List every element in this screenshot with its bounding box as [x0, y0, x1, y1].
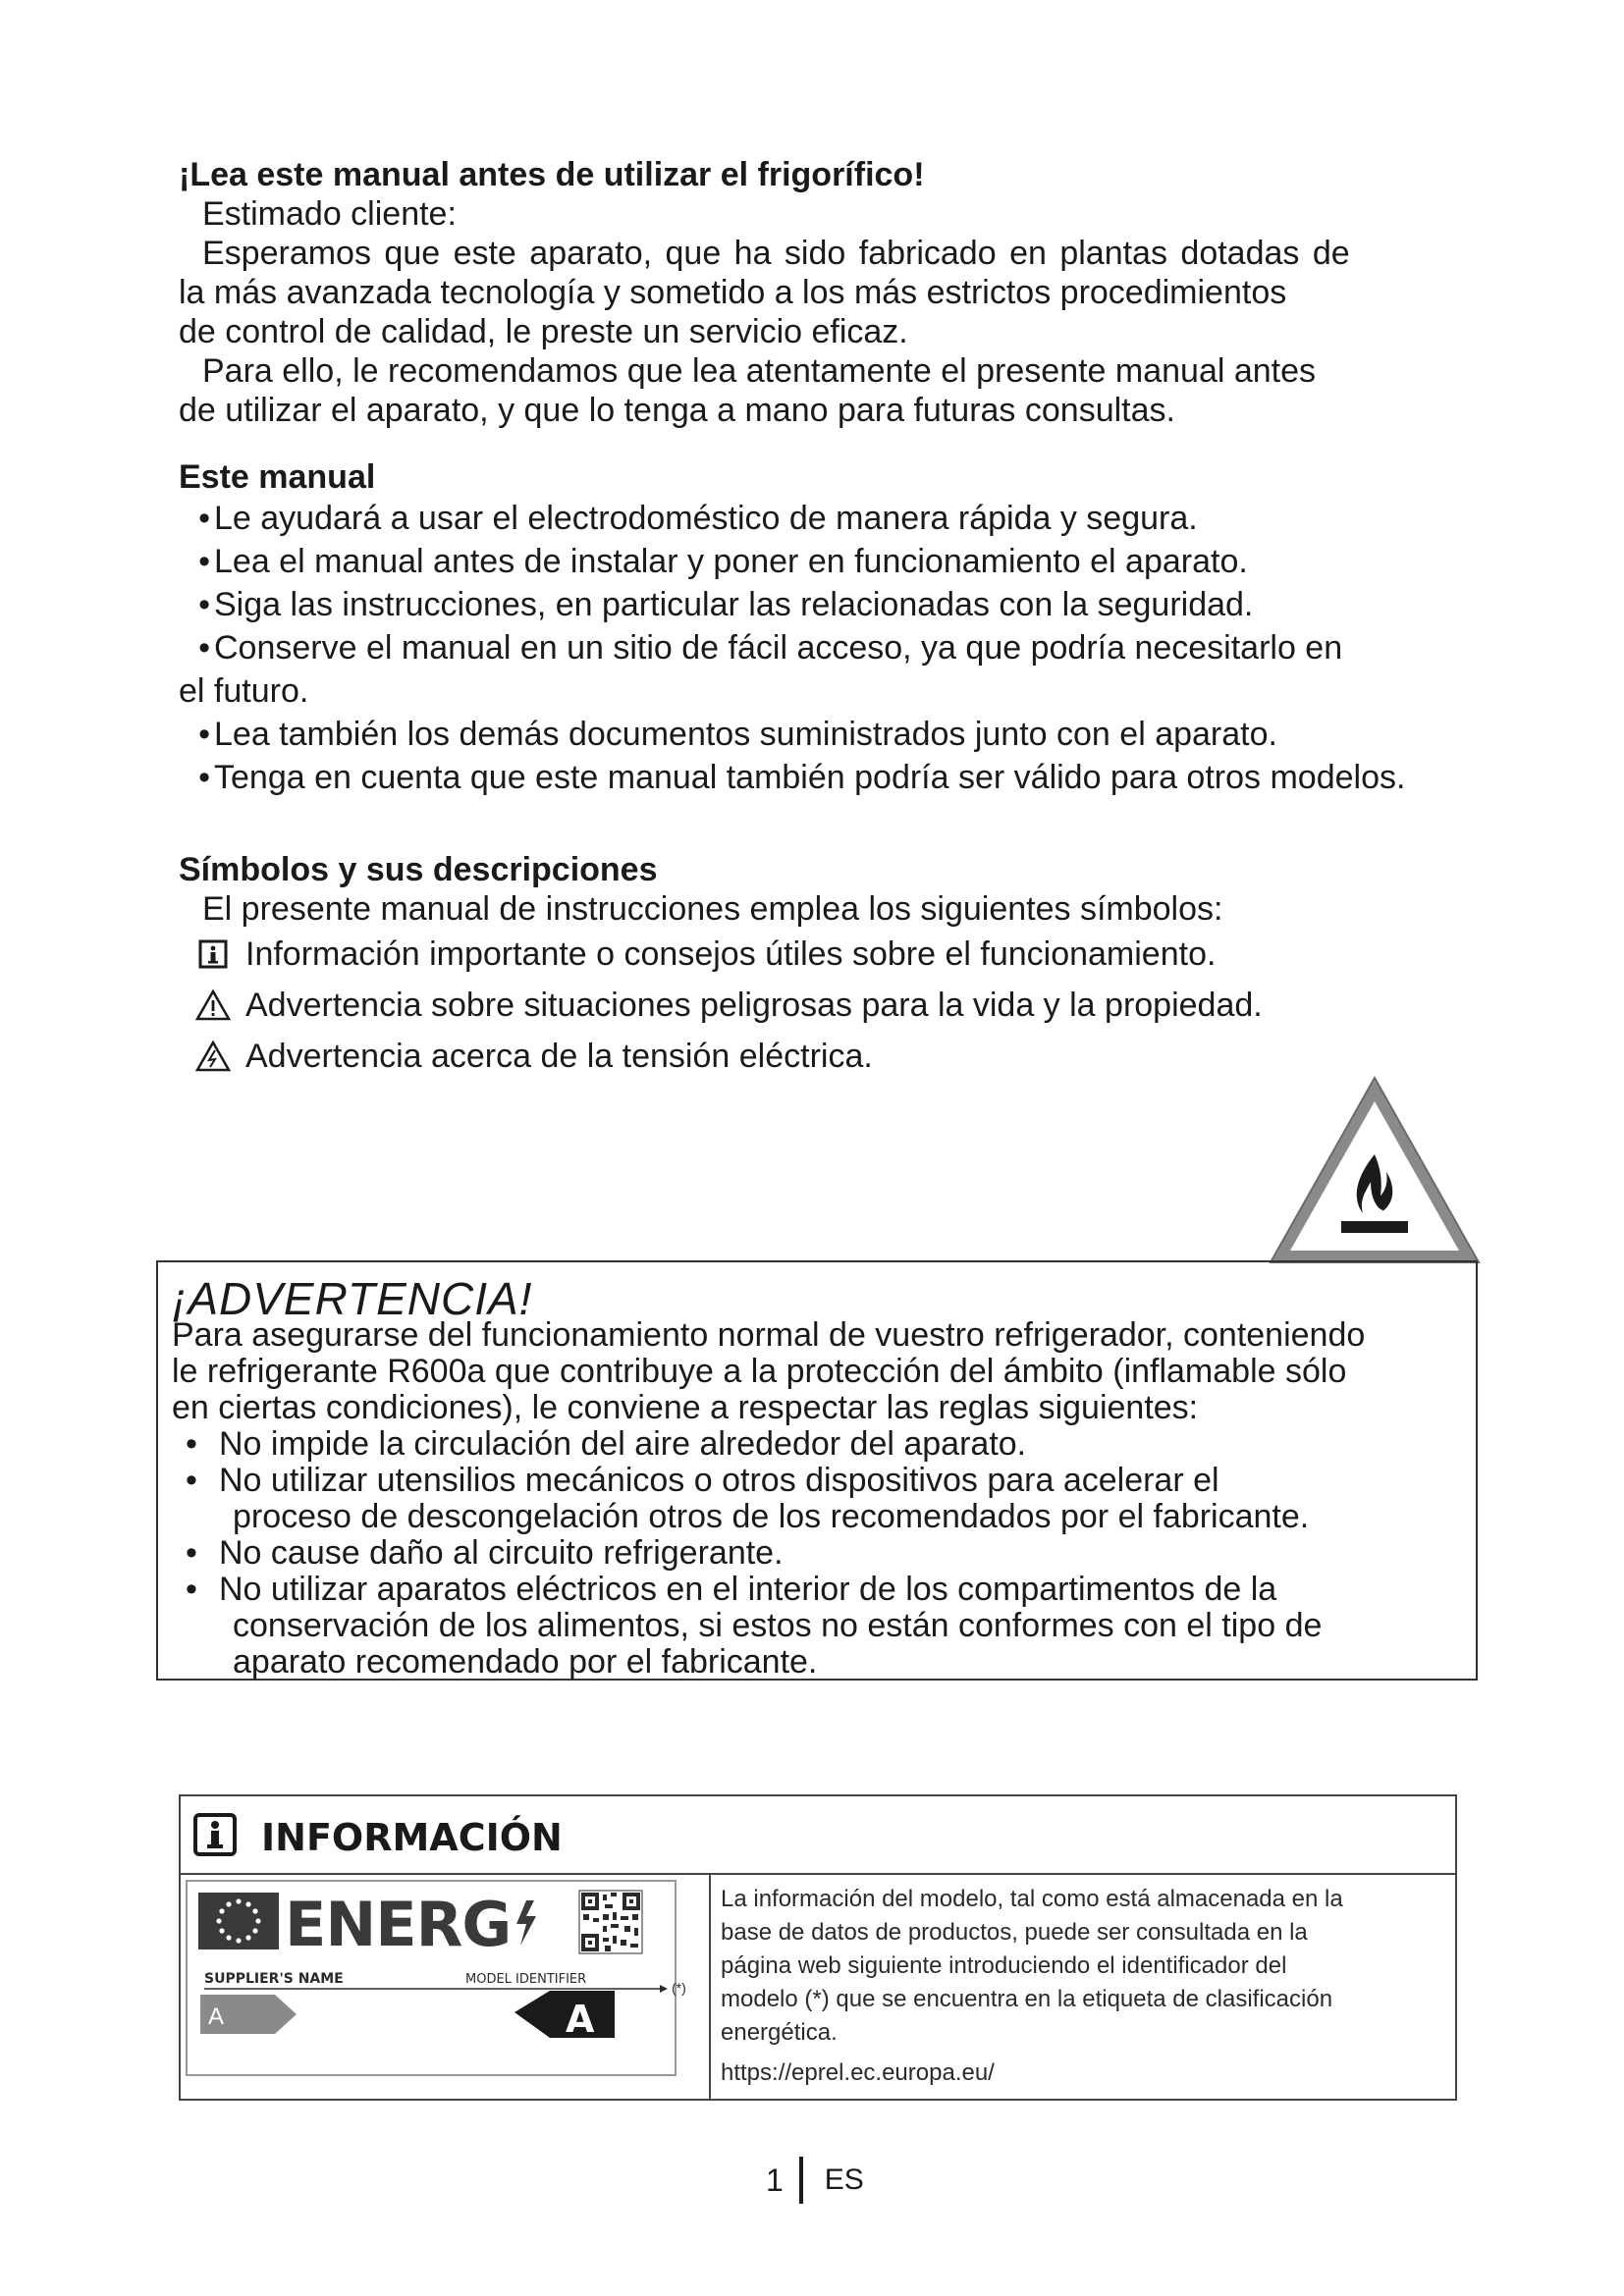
symbols-intro: El presente manual de instrucciones emplea los siguientes símbolos: [202, 890, 1223, 928]
eprel-link[interactable]: https://eprel.ec.europa.eu/ [721, 2059, 995, 2086]
list-item: • No utilizar utensilios mecánicos o otros dispositivos para acelerar el proceso de descongelación otros de los recomendados por el fabricante. [186, 1462, 1310, 1535]
model-marker: (*) [672, 1980, 686, 1996]
language-code: ES [824, 2163, 864, 2196]
list-item-continuation: el futuro. [179, 672, 309, 710]
info-title: INFORMACIÓN [261, 1816, 563, 1859]
warning-box [156, 1260, 1478, 1681]
symbols-title: Símbolos y sus descripciones [179, 851, 658, 888]
info-icon [192, 1812, 238, 1862]
energy-class-scale: A [208, 2003, 225, 2030]
list-item: • No cause daño al circuito refrigerante. [186, 1534, 784, 1572]
supplier-name: SUPPLIER'S NAME [204, 1971, 344, 1987]
list-item: • Siga las instrucciones, en particular las relacionadas con la seguridad. [198, 586, 1254, 623]
info-box [179, 1794, 1457, 2101]
energy-label-text: ENERG [285, 1889, 512, 1960]
warning-line: Para asegurarse del funcionamiento normal de vuestro refrigerador, conteniendo [172, 1316, 1366, 1354]
model-identifier: MODEL IDENTIFIER [465, 1972, 587, 1987]
info-text: La información del modelo, tal como está almacenada en la base de datos de productos, puede ser consultada en la página web siguiente introduciendo el identificador del modelo (*) que se encuentra en la etiqueta de clasificación energética. [721, 1886, 1343, 2046]
manual-title: Este manual [179, 458, 376, 496]
intro-line: la más avanzada tecnología y sometido a los más estrictos procedimientos [179, 274, 1287, 311]
lightning-icon [516, 1900, 536, 1946]
list-item: • No utilizar aparatos eléctricos en el interior de los compartimentos de la conservación de los alimentos, si estos no están conformes con el tipo de aparato recomendado por el fabricante. [186, 1571, 1323, 1681]
eu-flag-icon [198, 1893, 279, 1949]
intro-title: ¡Lea este manual antes de utilizar el frigorífico! [179, 156, 925, 193]
warning-triangle-icon [179, 989, 240, 1021]
symbols-section [179, 850, 1494, 1082]
flammable-warning-icon [1267, 1074, 1483, 1266]
symbol-row: Advertencia sobre situaciones peligrosas para la vida y la propiedad. [179, 980, 1494, 1031]
warning-title: ¡ADVERTENCIA! [172, 1273, 533, 1324]
list-item: • Le ayudará a usar el electrodoméstico de manera rápida y segura. [198, 500, 1198, 537]
intro-section [179, 155, 1494, 430]
warning-body [172, 1317, 1468, 1681]
electric-warning-icon [179, 1041, 240, 1072]
list-item: • No impide la circulación del aire alrededor del aparato. [186, 1425, 1027, 1463]
greeting: Estimado cliente: [202, 195, 457, 233]
page-footer [766, 2156, 864, 2205]
energy-label [181, 1875, 711, 2101]
energy-class-arrow [514, 1991, 615, 2038]
intro-line: Para ello, le recomendamos que lea atentamente el presente manual antes [202, 352, 1317, 390]
list-item: • Lea el manual antes de instalar y poner en funcionamiento el aparato. [198, 543, 1248, 580]
warning-line: en ciertas condiciones), le conviene a respectar las reglas siguientes: [172, 1389, 1199, 1426]
warning-line: le refrigerante R600a que contribuye a la protección del ámbito (inflamable sólo [172, 1353, 1347, 1390]
warning-list [172, 1426, 1468, 1681]
list-item: • Tenga en cuenta que este manual también podría ser válido para otros modelos. [198, 759, 1406, 796]
manual-section [179, 457, 1494, 799]
intro-line: de control de calidad, le preste un servicio eficaz. [179, 313, 908, 350]
list-item: • Conserve el manual en un sitio de fácil acceso, ya que podría necesitarlo en [198, 629, 1343, 667]
symbol-row: Información importante o consejos útiles sobre el funcionamiento. [179, 929, 1494, 980]
page-number: 1 [766, 2162, 784, 2198]
info-icon [179, 939, 240, 969]
intro-line: de utilizar el aparato, y que lo tenga a mano para futuras consultas. [179, 392, 1175, 429]
footer-divider [799, 2157, 803, 2204]
list-item: • Lea también los demás documentos suministrados junto con el aparato. [198, 716, 1277, 753]
intro-line: Esperamos que este aparato, que ha sido fabricado en plantas dotadas de [202, 235, 1350, 272]
symbol-row: Advertencia acerca de la tensión eléctrica. [179, 1031, 1494, 1082]
manual-list [179, 497, 1494, 799]
info-header [181, 1796, 1455, 1875]
energy-class-value: A [566, 1998, 595, 2041]
qr-code-icon [579, 1891, 642, 1953]
